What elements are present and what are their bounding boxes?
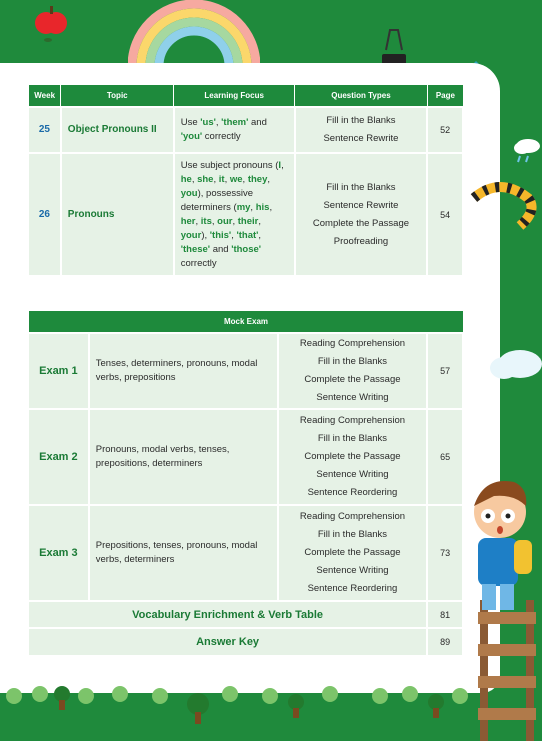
focus-keyword: 'you' [180,131,203,142]
focus-keyword: its [200,215,212,227]
question-type-item: Sentence Writing [316,469,389,480]
focus-text: , [281,159,284,171]
mock-exam-table [29,311,464,655]
vocabulary-section-label: Vocabulary Enrichment & Verb Table [29,601,427,628]
focus-text: Use subject pronouns ( [180,159,279,171]
exam-label: Exam 2 [29,409,89,505]
focus-text: , [213,173,219,185]
mock-exam-header: Mock Exam [29,311,463,333]
table-row [29,505,463,601]
cloud-icon [486,344,542,384]
focus-keyword: it [218,173,225,185]
col-learning-focus: Learning Focus [174,85,295,107]
question-type-item: Fill in the Blanks [326,115,396,126]
focus-keyword: we [229,173,243,185]
page-number: 52 [427,107,463,153]
question-type-item: Sentence Reordering [307,583,398,594]
focus-text: ), [201,229,210,241]
tree-icon [0,676,480,741]
question-types [295,153,428,275]
focus-keyword: 'that' [236,229,259,241]
header-band [0,0,542,70]
focus-text: , [215,117,222,128]
page-number: 65 [427,409,463,505]
rain-cloud-icon [510,134,542,166]
focus-text: , [242,173,248,185]
col-topic: Topic [61,85,174,107]
table-row [29,409,463,505]
question-type-item: Sentence Rewrite [323,133,399,144]
col-page: Page [427,85,463,107]
question-type-item: Complete the Passage [312,217,410,229]
exam-label: Exam 1 [29,333,89,409]
focus-keyword: 'those' [231,243,262,255]
week-number: 26 [29,153,61,275]
focus-text: and [248,117,267,128]
question-types [278,409,427,505]
focus-text: , [258,229,262,241]
focus-text: , [191,173,198,185]
col-week: Week [29,85,61,107]
focus-text: ), possessive determiners ( [180,187,254,213]
focus-keyword: they [247,173,268,185]
focus-text: , [267,173,270,185]
rainbow-icon [128,0,260,66]
focus-keyword: he [180,173,192,185]
focus-keyword: 'us' [200,117,216,128]
focus-text: and [210,243,232,255]
focus-text: , [231,229,237,241]
focus-text: , [195,215,201,227]
question-type-item: Fill in the Blanks [317,433,388,444]
focus-keyword: she [197,173,214,185]
topic: Pronouns [61,153,174,275]
focus-text: , [211,215,218,227]
exam-scope: Tenses, determiners, pronouns, modal verbs, prepositions [89,333,278,409]
focus-keyword: your [180,229,202,241]
answer-key-label: Answer Key [29,628,427,655]
page-number: 57 [427,333,463,409]
focus-text: Use [180,117,201,128]
question-type-item: Fill in the Blanks [317,356,388,367]
exam-scope: Pronouns, modal verbs, tenses, prepositions, determiners [89,409,278,505]
question-type-item: Fill in the Blanks [326,181,396,193]
col-question-types: Question Types [295,85,428,107]
question-type-item: Reading Comprehension [299,338,406,349]
exam-scope: Prepositions, tenses, pronouns, modal verbs, determiners [89,505,278,601]
focus-keyword: 'them' [221,117,249,128]
question-type-item: Proofreading [333,235,389,247]
focus-keyword: his [255,201,270,213]
focus-keyword: my [236,201,251,213]
focus-keyword: our [217,215,233,227]
topic: Object Pronouns II [61,107,174,153]
focus-text: , [250,201,256,213]
focus-keyword: her [180,215,196,227]
question-type-item: Sentence Reordering [307,487,398,498]
question-types [295,107,428,153]
learning-focus [174,107,295,153]
exam-label: Exam 3 [29,505,89,601]
question-type-item: Sentence Rewrite [323,199,399,211]
page-number: 73 [427,505,463,601]
focus-keyword: 'this' [209,229,232,241]
table-row [29,107,463,153]
week-number: 25 [29,107,61,153]
question-type-item: Reading Comprehension [299,415,406,426]
ladder-illustration [476,600,542,741]
question-type-item: Sentence Writing [316,392,389,403]
question-type-item: Fill in the Blanks [317,529,388,540]
question-types [278,333,427,409]
question-type-item: Complete the Passage [304,451,401,462]
page-number: 81 [427,601,463,628]
focus-text: , [232,215,238,227]
table-row [29,153,463,275]
focus-text: correctly [202,131,241,142]
page-number: 54 [427,153,463,275]
page-number: 89 [427,628,463,655]
learning-focus [174,153,295,275]
question-type-item: Sentence Writing [316,565,389,576]
question-type-item: Reading Comprehension [299,511,406,522]
focus-text: correctly [180,257,217,269]
apple-icon [34,4,70,42]
table-row [29,601,463,628]
focus-text: , [224,173,230,185]
question-type-item: Complete the Passage [304,374,401,385]
question-types [278,505,427,601]
week-table-header [29,85,463,107]
boy-illustration [464,476,542,616]
focus-keyword: I [278,159,282,171]
table-row [29,628,463,655]
question-type-item: Complete the Passage [304,547,401,558]
week-table [29,85,464,275]
striped-loop-icon [470,180,542,240]
focus-text: , [269,201,273,213]
focus-keyword: you [180,187,198,199]
focus-keyword: their [237,215,259,227]
focus-keyword: 'these' [180,243,211,255]
focus-text: , [258,215,261,227]
table-row [29,333,463,409]
